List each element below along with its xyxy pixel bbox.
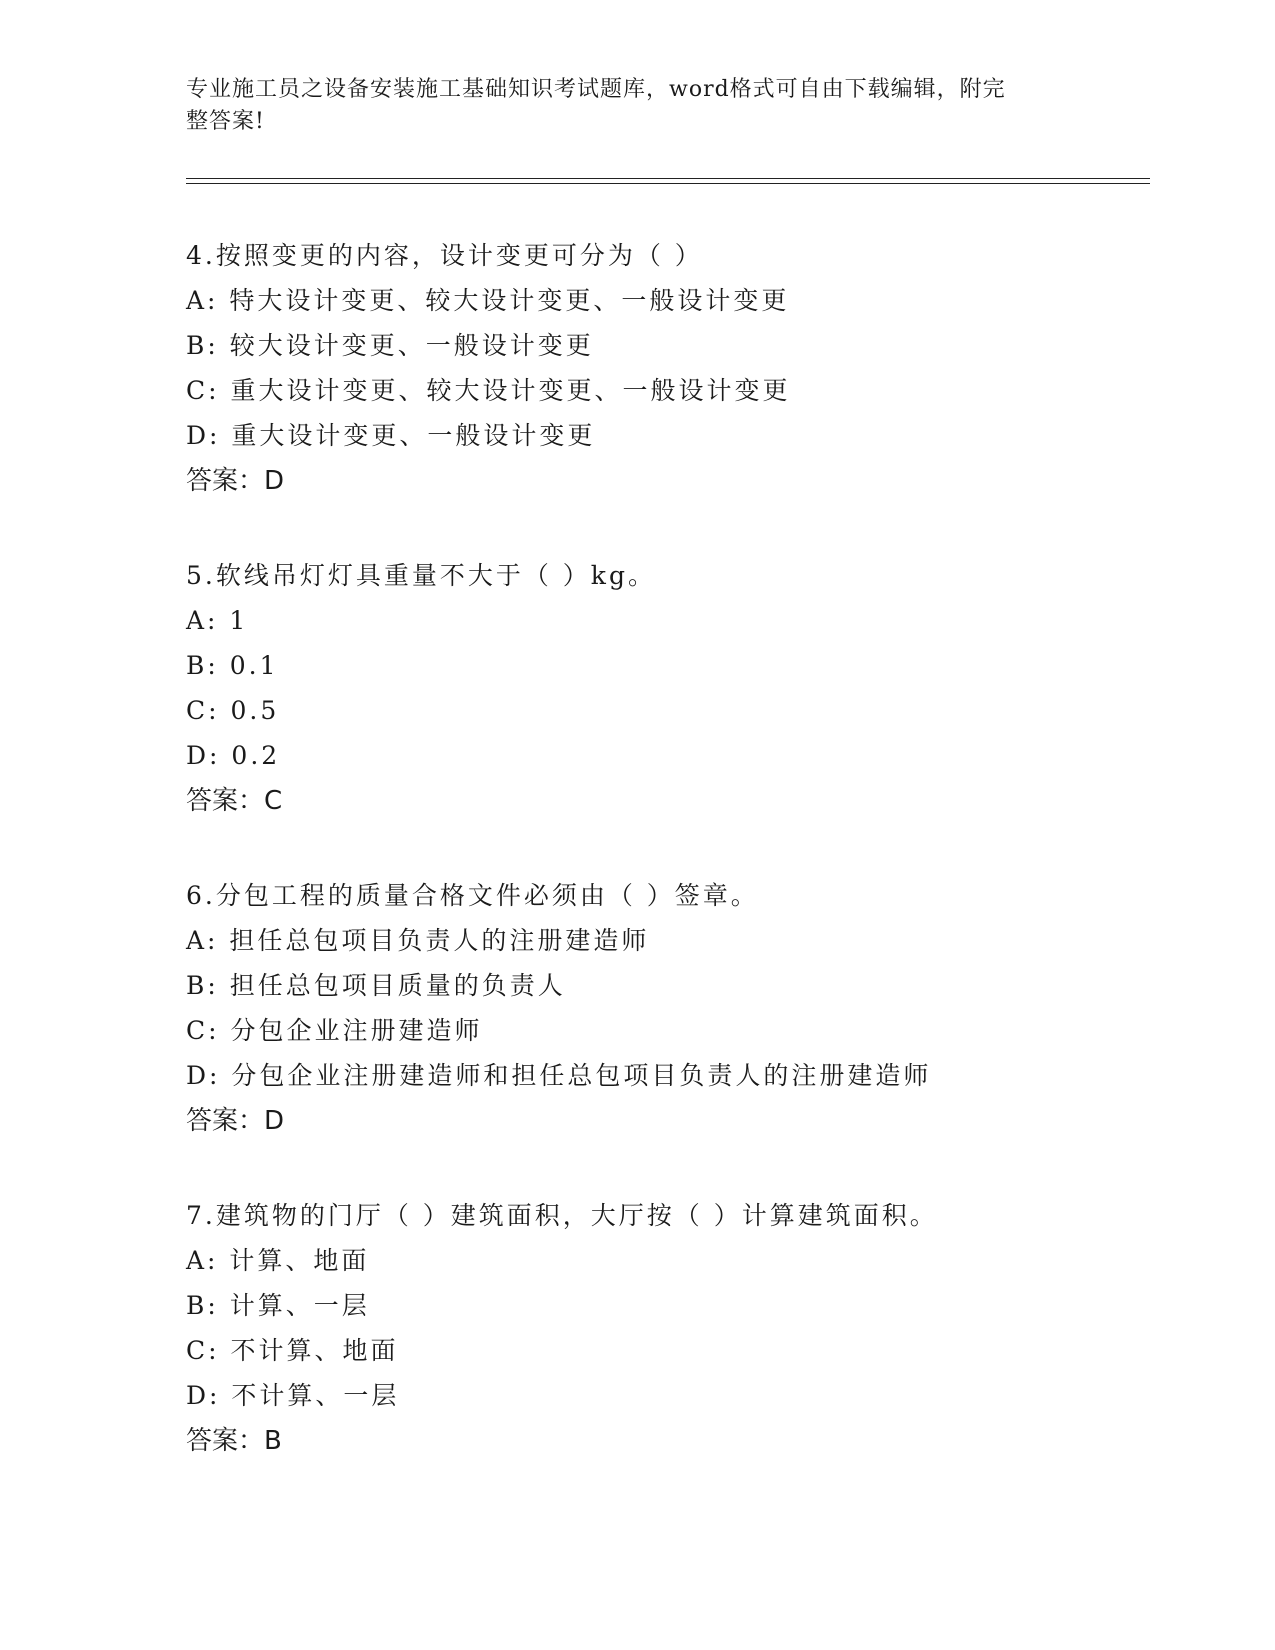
option-b: B: 计算、一层 [186, 1291, 370, 1320]
option-d: D: 不计算、一层 [186, 1381, 400, 1410]
option-b: B: 担任总包项目质量的负责人 [186, 971, 566, 1000]
option-d: D: 分包企业注册建造师和担任总包项目负责人的注册建造师 [186, 1061, 932, 1090]
option-a: A: 1 [186, 606, 249, 635]
question-stem: 5.软线吊灯灯具重量不大于（ ）kg。 [186, 561, 656, 590]
answer-line: 答案：D [186, 1106, 285, 1136]
question-block [186, 873, 1186, 1144]
option-a: A: 担任总包项目负责人的注册建造师 [186, 926, 650, 955]
option-d: D: 0.2 [186, 741, 281, 770]
document-header [186, 74, 1066, 138]
answer-line: 答案：B [186, 1426, 282, 1456]
question-stem: 7.建筑物的门厅（ ）建筑面积，大厅按（ ）计算建筑面积。 [186, 1201, 938, 1230]
option-a: A: 特大设计变更、较大设计变更、一般设计变更 [186, 286, 790, 315]
header-line-1: 专业施工员之设备安装施工基础知识考试题库，word格式可自由下载编辑，附完 [186, 77, 1006, 102]
option-d: D: 重大设计变更、一般设计变更 [186, 421, 596, 450]
option-c: C: 不计算、地面 [186, 1336, 399, 1365]
answer-line: 答案：D [186, 466, 285, 496]
header-divider-top [186, 178, 1150, 179]
option-c: C: 重大设计变更、较大设计变更、一般设计变更 [186, 376, 791, 405]
option-b: B: 较大设计变更、一般设计变更 [186, 331, 594, 360]
answer-line: 答案：C [186, 786, 283, 816]
question-block [186, 553, 1186, 824]
question-stem: 6.分包工程的质量合格文件必须由（ ）签章。 [186, 881, 759, 910]
option-a: A: 计算、地面 [186, 1246, 370, 1275]
option-b: B: 0.1 [186, 651, 279, 680]
option-c: C: 分包企业注册建造师 [186, 1016, 483, 1045]
header-divider-bottom [186, 183, 1150, 184]
question-block [186, 1193, 1186, 1464]
question-block [186, 233, 1186, 504]
header-line-2: 整答案! [186, 109, 265, 134]
option-c: C: 0.5 [186, 696, 280, 725]
question-stem: 4.按照变更的内容，设计变更可分为（ ） [186, 241, 703, 270]
